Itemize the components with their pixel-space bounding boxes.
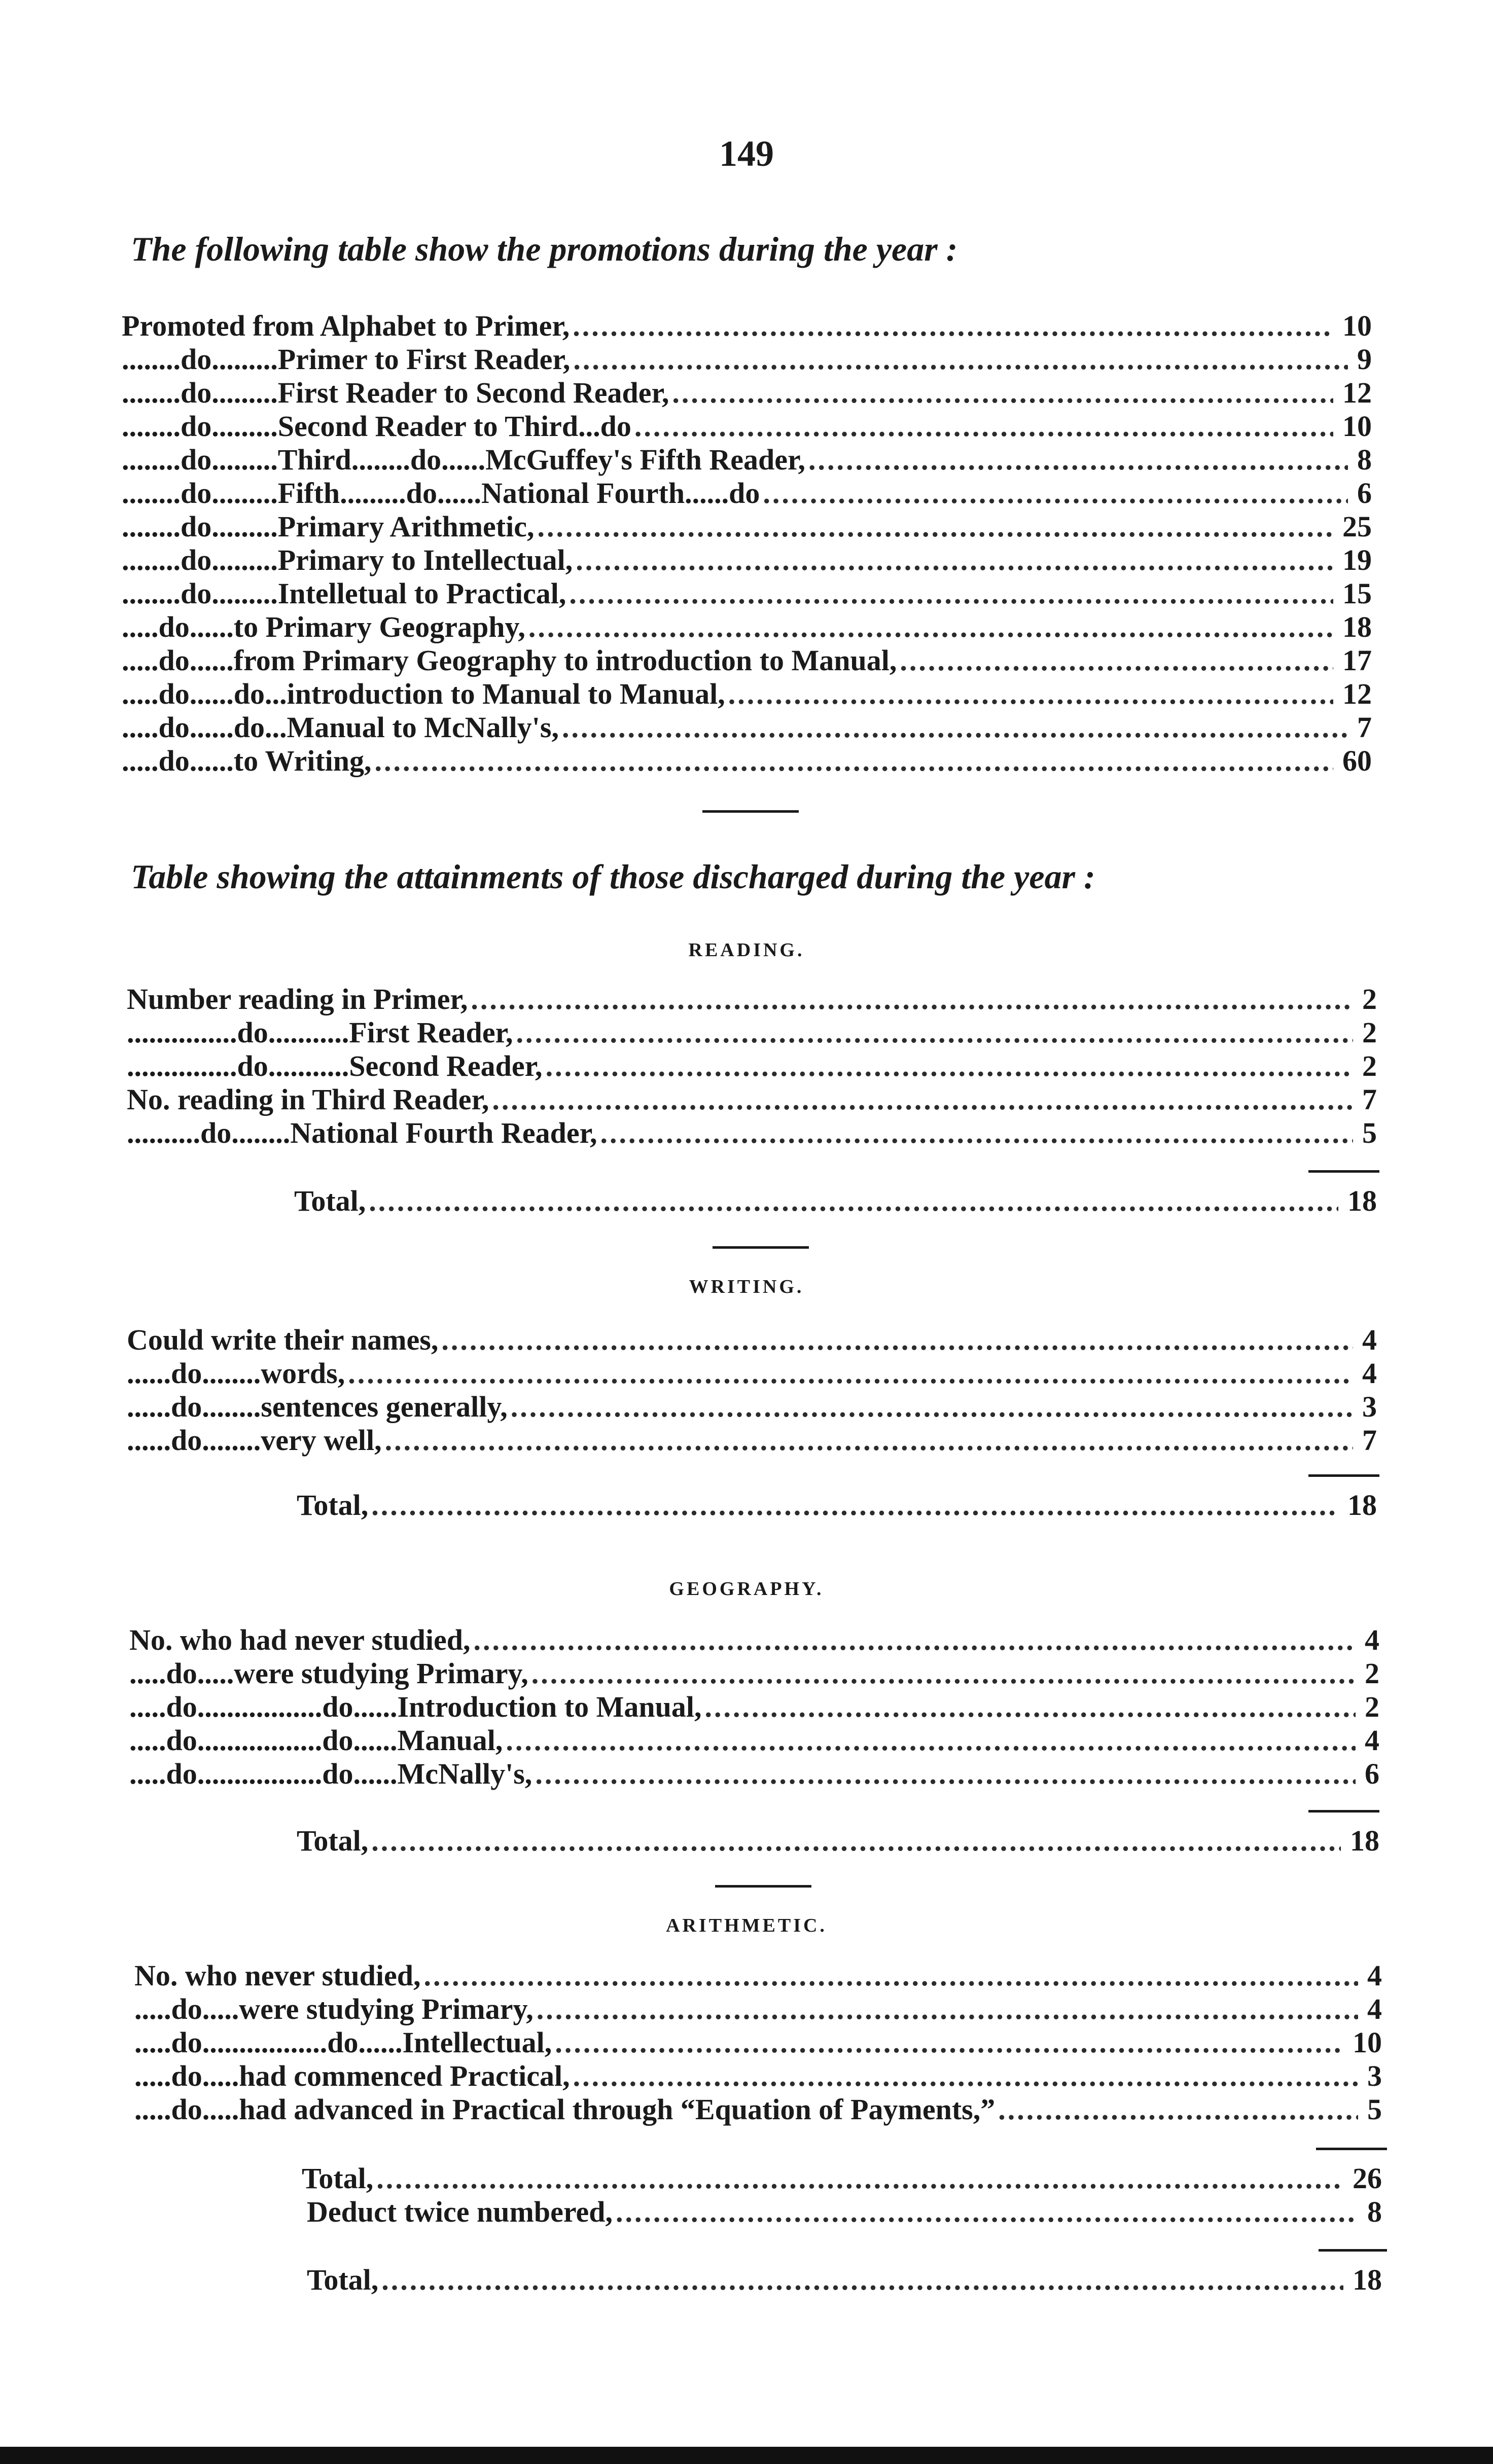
- row-value: 7: [1362, 1083, 1377, 1116]
- row-value: 4: [1365, 1724, 1379, 1757]
- deduct-row: [307, 2195, 1382, 2229]
- row-value: 12: [1342, 677, 1372, 710]
- row-label: ........do.........Third........do......McGuffey's Fifth Reader,: [122, 443, 805, 476]
- total-row: [297, 1489, 1377, 1522]
- row-value: 18: [1342, 610, 1372, 643]
- row-value: 17: [1342, 644, 1372, 677]
- dot-leader: [381, 2263, 1343, 2297]
- table-row: [134, 1959, 1382, 1992]
- writing-title: WRITING.: [689, 1276, 804, 1297]
- row-label: .....do......from Primary Geography to introduction to Manual,: [122, 644, 897, 677]
- dot-leader: [516, 1016, 1353, 1049]
- table-row: [122, 543, 1372, 577]
- row-value: 10: [1353, 2026, 1382, 2059]
- final-total-label: Total,: [307, 2263, 379, 2296]
- table-row: [129, 1724, 1379, 1757]
- row-value: 4: [1367, 1959, 1382, 1992]
- sum-rule: [1308, 1474, 1379, 1477]
- table-row: [129, 1757, 1379, 1791]
- row-value: 15: [1342, 577, 1372, 610]
- dot-leader: [998, 2093, 1358, 2126]
- final-total-row: [307, 2263, 1382, 2297]
- row-value: 9: [1357, 343, 1372, 376]
- total-value: 18: [1350, 1824, 1379, 1857]
- reading-title: READING.: [688, 939, 805, 961]
- row-value: 12: [1342, 376, 1372, 409]
- dot-leader: [375, 744, 1333, 778]
- dot-leader: [704, 1690, 1356, 1724]
- row-value: 6: [1365, 1757, 1379, 1790]
- row-label: .....do.....were studying Primary,: [129, 1657, 528, 1690]
- table-row: [122, 711, 1372, 744]
- row-label: ........do.........Primary to Intellectual,: [122, 543, 573, 576]
- promotions-heading: The following table show the promotions during the year :: [131, 230, 958, 268]
- deduct-value: 8: [1367, 2195, 1382, 2228]
- table-row: [127, 1357, 1377, 1390]
- total-value: 18: [1347, 1184, 1377, 1217]
- dot-leader: [576, 543, 1333, 577]
- table-row: [122, 477, 1372, 510]
- row-label: ........do.........Fifth.........do......National Fourth......do: [122, 477, 760, 510]
- table-row: [122, 410, 1372, 443]
- table-row: [134, 2059, 1382, 2093]
- row-label: Promoted from Alphabet to Primer,: [122, 309, 570, 342]
- dot-leader: [537, 1992, 1358, 2026]
- total-value: 26: [1353, 2162, 1382, 2195]
- row-label: ........do.........Primer to First Reader,: [122, 343, 571, 376]
- dot-leader: [573, 309, 1333, 343]
- row-value: 25: [1342, 510, 1372, 543]
- dot-leader: [546, 1049, 1353, 1083]
- table-row: [127, 1424, 1377, 1457]
- page-number: 149: [719, 133, 774, 174]
- table-row: [129, 1623, 1379, 1657]
- table-row: [122, 343, 1372, 376]
- table-row: [129, 1657, 1379, 1690]
- dot-leader: [492, 1083, 1353, 1116]
- table-row: [127, 1016, 1377, 1049]
- table-row: [134, 2093, 1382, 2126]
- row-value: 5: [1367, 2093, 1382, 2126]
- row-label: ........do.........First Reader to Second Reader,: [122, 376, 669, 409]
- row-label: ......do........words,: [127, 1357, 345, 1390]
- dot-leader: [555, 2026, 1343, 2059]
- row-label: ......do........sentences generally,: [127, 1390, 508, 1423]
- dot-leader: [573, 343, 1348, 376]
- sum-rule: [1308, 1170, 1379, 1173]
- row-value: 7: [1357, 711, 1372, 744]
- row-value: 8: [1357, 443, 1372, 476]
- dot-leader: [763, 477, 1348, 510]
- row-value: 10: [1342, 410, 1372, 443]
- dot-leader: [474, 1623, 1356, 1657]
- row-value: 19: [1342, 543, 1372, 576]
- row-value: 3: [1362, 1390, 1377, 1423]
- row-value: 2: [1365, 1657, 1379, 1690]
- row-label: .....do.....were studying Primary,: [134, 1992, 534, 2025]
- section-divider: [702, 810, 799, 813]
- dot-leader: [506, 1724, 1356, 1757]
- table-row: [122, 577, 1372, 610]
- dot-leader: [423, 1959, 1358, 1992]
- row-label: .....do.................do......Introduction to Manual,: [129, 1690, 702, 1723]
- row-label: .....do.....had advanced in Practical through “Equation of Payments,”: [134, 2093, 996, 2126]
- table-row: [127, 1323, 1377, 1357]
- dot-leader: [900, 644, 1333, 677]
- sum-rule: [1316, 2148, 1387, 2150]
- table-row: [122, 644, 1372, 677]
- scan-edge-bar: [0, 2447, 1493, 2464]
- dot-leader: [535, 1757, 1356, 1791]
- row-label: ........do.........Intelletual to Practical,: [122, 577, 566, 610]
- table-row: [127, 1083, 1377, 1116]
- row-value: 60: [1342, 744, 1372, 777]
- sum-rule: [1319, 2249, 1387, 2252]
- row-value: 2: [1362, 1016, 1377, 1049]
- row-label: .....do......to Writing,: [122, 744, 372, 777]
- total-label: Total,: [302, 2162, 374, 2195]
- dot-leader: [511, 1390, 1353, 1424]
- total-row: [297, 1824, 1379, 1858]
- row-value: 4: [1365, 1623, 1379, 1656]
- table-row: [129, 1690, 1379, 1724]
- row-label: ......do........very well,: [127, 1424, 382, 1457]
- row-label: No. who never studied,: [134, 1959, 421, 1992]
- dot-leader: [672, 376, 1333, 410]
- dot-leader: [569, 577, 1333, 610]
- dot-leader: [531, 1657, 1356, 1690]
- total-value: 18: [1347, 1489, 1377, 1521]
- table-row: [122, 610, 1372, 644]
- dot-leader: [471, 983, 1353, 1016]
- total-row: [294, 1184, 1377, 1218]
- dot-leader: [441, 1323, 1353, 1357]
- row-label: No. who had never studied,: [129, 1623, 471, 1656]
- row-label: .....do.....had commenced Practical,: [134, 2059, 570, 2092]
- table-row: [134, 1992, 1382, 2026]
- row-label: ........do.........Second Reader to Third...do: [122, 410, 631, 443]
- row-value: 3: [1367, 2059, 1382, 2092]
- arithmetic-title: ARITHMETIC.: [666, 1915, 827, 1936]
- row-label: ..........do........National Fourth Reader,: [127, 1116, 597, 1149]
- dot-leader: [385, 1424, 1353, 1457]
- table-row: [127, 1049, 1377, 1083]
- table-row: [127, 983, 1377, 1016]
- row-label: .....do......do...introduction to Manual to Manual,: [122, 677, 725, 710]
- attainments-heading: Table showing the attainments of those discharged during the year :: [131, 857, 1095, 896]
- final-total-value: 18: [1353, 2263, 1382, 2296]
- row-label: .....do......to Primary Geography,: [122, 610, 525, 643]
- dot-leader: [348, 1357, 1353, 1390]
- row-label: .....do.................do......Manual,: [129, 1724, 503, 1757]
- row-label: Number reading in Primer,: [127, 983, 468, 1016]
- section-divider: [715, 1885, 811, 1888]
- row-label: .....do......do...Manual to McNally's,: [122, 711, 559, 744]
- dot-leader: [376, 2162, 1343, 2195]
- table-row: [122, 309, 1372, 343]
- table-row: [122, 744, 1372, 778]
- dot-leader: [562, 711, 1348, 744]
- dot-leader: [728, 677, 1333, 711]
- dot-leader: [528, 610, 1333, 644]
- row-value: 7: [1362, 1424, 1377, 1457]
- row-value: 2: [1362, 1049, 1377, 1082]
- total-row: [302, 2162, 1382, 2195]
- dot-leader: [371, 1824, 1341, 1858]
- dot-leader: [600, 1116, 1354, 1150]
- section-divider: [713, 1246, 809, 1249]
- row-label: No. reading in Third Reader,: [127, 1083, 489, 1116]
- row-value: 4: [1367, 1992, 1382, 2025]
- table-row: [127, 1390, 1377, 1424]
- dot-leader: [537, 510, 1333, 543]
- row-label: .....do.................do......Intellectual,: [134, 2026, 552, 2059]
- dot-leader: [634, 410, 1333, 443]
- row-label: Could write their names,: [127, 1323, 439, 1356]
- table-row: [122, 510, 1372, 543]
- table-row: [122, 677, 1372, 711]
- table-row: [127, 1116, 1377, 1150]
- deduct-label: Deduct twice numbered,: [307, 2195, 613, 2228]
- total-label: Total,: [294, 1184, 366, 1217]
- row-value: 4: [1362, 1323, 1377, 1356]
- row-value: 2: [1362, 983, 1377, 1016]
- table-row: [122, 376, 1372, 410]
- geography-title: GEOGRAPHY.: [669, 1578, 824, 1600]
- dot-leader: [371, 1489, 1338, 1522]
- total-label: Total,: [297, 1489, 369, 1521]
- row-label: ...............do...........Second Reader,: [127, 1049, 543, 1082]
- row-value: 10: [1342, 309, 1372, 342]
- row-value: 6: [1357, 477, 1372, 510]
- table-row: [122, 443, 1372, 477]
- row-value: 4: [1362, 1357, 1377, 1390]
- row-value: 2: [1365, 1690, 1379, 1723]
- dot-leader: [573, 2059, 1358, 2093]
- table-row: [134, 2026, 1382, 2059]
- row-value: 5: [1362, 1116, 1377, 1149]
- row-label: .....do.................do......McNally's,: [129, 1757, 532, 1790]
- dot-leader: [616, 2195, 1358, 2229]
- sum-rule: [1308, 1810, 1379, 1813]
- dot-leader: [808, 443, 1348, 477]
- row-label: ...............do...........First Reader,: [127, 1016, 513, 1049]
- total-label: Total,: [297, 1824, 369, 1857]
- dot-leader: [369, 1184, 1338, 1218]
- row-label: ........do.........Primary Arithmetic,: [122, 510, 535, 543]
